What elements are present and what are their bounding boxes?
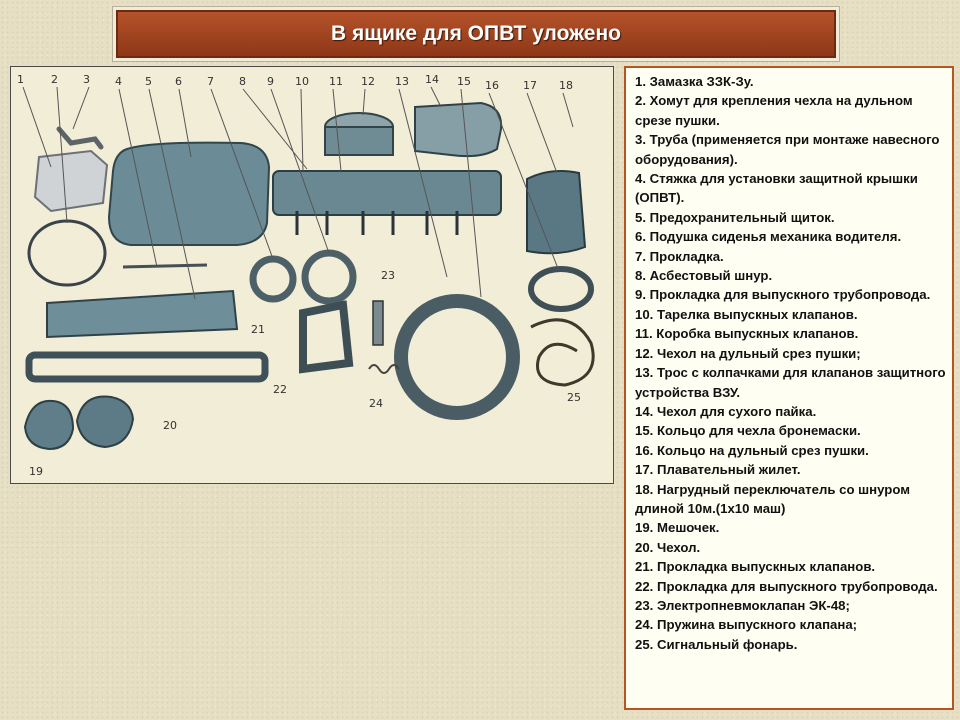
signal-lamp bbox=[531, 320, 593, 385]
legend-item: 12. Чехол на дульный срез пушки; bbox=[635, 345, 861, 361]
valve-gasket-strip bbox=[29, 355, 265, 379]
legend-item: 14. Чехол для сухого пайка. bbox=[635, 403, 817, 419]
legend-item: 16. Кольцо на дульный срез пушки. bbox=[635, 442, 869, 458]
callout-4: 4 bbox=[115, 75, 122, 88]
callout-16: 16 bbox=[485, 79, 499, 92]
callout-1: 1 bbox=[17, 73, 24, 86]
legend-item: 25. Сигнальный фонарь. bbox=[635, 636, 798, 652]
legend-item: 15. Кольцо для чехла бронемаски. bbox=[635, 423, 861, 439]
legend-panel bbox=[624, 66, 954, 710]
callout-8: 8 bbox=[239, 75, 246, 88]
callout-19: 19 bbox=[29, 465, 43, 478]
putty-block bbox=[35, 151, 107, 211]
legend-item: 10. Тарелка выпускных клапанов. bbox=[635, 306, 858, 322]
legend-item: 17. Плавательный жилет. bbox=[635, 462, 801, 478]
legend-item: 5. Предохранительный щиток. bbox=[635, 209, 835, 225]
muzzle-ring bbox=[531, 269, 591, 309]
legend-item: 3. Труба (применяется при монтаже навесного оборудования). bbox=[635, 132, 940, 167]
valve-box bbox=[273, 171, 501, 215]
callout-3: 3 bbox=[83, 73, 90, 86]
tube bbox=[59, 129, 101, 147]
legend-item: 4. Стяжка для установки защитной крышки (ОПВТ). bbox=[635, 171, 918, 206]
callout-2: 2 bbox=[51, 73, 58, 86]
callout-11: 11 bbox=[329, 75, 343, 88]
callout-23: 23 bbox=[381, 269, 395, 282]
legend-item: 22. Прокладка для выпускного трубопровода. bbox=[635, 578, 938, 594]
gasket-ring bbox=[253, 259, 293, 299]
callout-20: 20 bbox=[163, 419, 177, 432]
callout-6: 6 bbox=[175, 75, 182, 88]
legend-item: 18. Нагрудный переключатель со шнуром длиной 10м.(1х10 маш) bbox=[635, 481, 910, 516]
legend-item: 6. Подушка сиденья механика водителя. bbox=[635, 229, 902, 245]
callout-21: 21 bbox=[251, 323, 265, 336]
tie-rod bbox=[123, 265, 207, 267]
callout-13: 13 bbox=[395, 75, 409, 88]
legend-item: 13. Трос с колпачками для клапанов защитного устройства ВЗУ. bbox=[635, 365, 946, 400]
electro-valve bbox=[373, 301, 383, 345]
valve-plate bbox=[401, 301, 513, 413]
legend-item: 8. Асбестовый шнур. bbox=[635, 268, 773, 284]
valve-spring bbox=[369, 365, 399, 373]
callout-10: 10 bbox=[295, 75, 309, 88]
legend-item: 23. Электропневмоклапан ЭК-48; bbox=[635, 597, 850, 613]
callout-17: 17 bbox=[523, 79, 537, 92]
callout-24: 24 bbox=[369, 397, 383, 410]
muzzle-cover-body bbox=[325, 127, 393, 155]
exhaust-gasket bbox=[303, 305, 349, 369]
shield-plate bbox=[47, 291, 237, 337]
legend-item: 20. Чехол. bbox=[635, 539, 701, 555]
clamp-ring bbox=[29, 221, 105, 285]
legend-item: 2. Хомут для крепления чехла на дульном срезе пушки. bbox=[635, 93, 913, 128]
legend-item: 9. Прокладка для выпускного трубопровода. bbox=[635, 287, 931, 303]
callout-14: 14 bbox=[425, 73, 439, 86]
page-title: В ящике для ОПВТ уложено bbox=[331, 22, 621, 45]
legend-item: 21. Прокладка выпускных клапанов. bbox=[635, 559, 876, 575]
callout-9: 9 bbox=[267, 75, 274, 88]
callout-25: 25 bbox=[567, 391, 581, 404]
ration-bag bbox=[415, 103, 501, 156]
callout-7: 7 bbox=[207, 75, 214, 88]
legend-item: 7. Прокладка. bbox=[635, 248, 724, 264]
equipment-drawing bbox=[11, 67, 613, 483]
callout-18: 18 bbox=[559, 79, 573, 92]
bag bbox=[25, 401, 73, 449]
callout-15: 15 bbox=[457, 75, 471, 88]
callout-12: 12 bbox=[361, 75, 375, 88]
callout-22: 22 bbox=[273, 383, 287, 396]
callout-5: 5 bbox=[145, 75, 152, 88]
legend-item: 1. Замазка ЗЗК-Зу. bbox=[635, 74, 754, 89]
equipment-illustration bbox=[10, 66, 614, 484]
seat-cushion bbox=[109, 143, 269, 245]
exhaust-ring bbox=[305, 253, 353, 301]
cover bbox=[77, 397, 133, 448]
title-bar bbox=[116, 10, 836, 58]
legend-item: 24. Пружина выпускного клапана; bbox=[635, 617, 858, 633]
legend-item: 19. Мешочек. bbox=[635, 520, 720, 536]
legend-item: 11. Коробка выпускных клапанов. bbox=[635, 326, 859, 342]
